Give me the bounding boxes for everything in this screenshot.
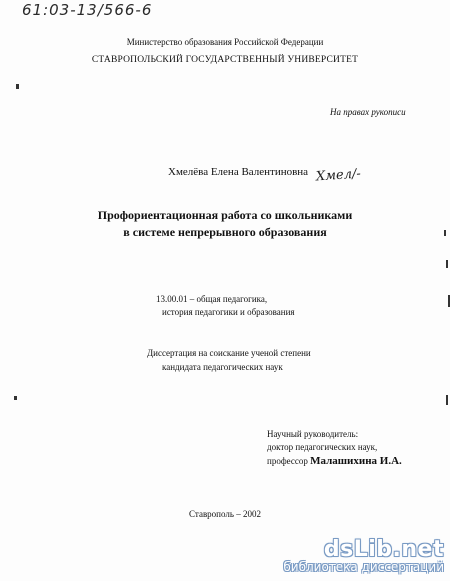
scan-mark — [16, 84, 19, 89]
watermark-logo: dsLib.net — [323, 537, 444, 562]
dissertation-line-1: Диссертация на соискание ученой степени — [147, 348, 311, 358]
author-name: Хмелёва Елена Валентиновна — [168, 166, 309, 178]
watermark-subtitle: библиотека диссертаций — [283, 560, 444, 574]
author-signature: Хмел/- — [315, 166, 362, 185]
supervisor-title-name — [267, 455, 402, 467]
specialty-line-2: история педагогики и образования — [162, 307, 295, 317]
supervisor-title: профессор — [267, 456, 308, 466]
university-line: СТАВРОПОЛЬСКИЙ ГОСУДАРСТВЕННЫЙ УНИВЕРСИТЕТ — [91, 55, 359, 65]
supervisor-degree: доктор педагогических наук, — [267, 442, 378, 452]
supervisor-label: Научный руководитель: — [267, 429, 359, 439]
archive-stamp: 61:03-13/566-6 — [22, 1, 153, 19]
ministry-line: Министерство образования Российской Федерации — [126, 37, 324, 47]
supervisor-name: Малашихина И.А. — [310, 455, 402, 467]
dissertation-line-2: кандидата педагогических наук — [162, 362, 283, 372]
scan-mark — [446, 395, 448, 405]
manuscript-rights: На правах рукописи — [330, 107, 406, 117]
watermark — [283, 537, 444, 574]
place-year: Ставрополь – 2002 — [189, 509, 261, 519]
scan-mark — [446, 260, 448, 268]
thesis-title-line-2: в системе непрерывного образования — [123, 225, 327, 239]
thesis-title-line-1: Профориентационная работа со школьниками — [97, 208, 353, 222]
scan-mark — [444, 230, 446, 236]
specialty-line-1: 13.00.01 – общая педагогика, — [156, 294, 268, 304]
scan-mark — [14, 396, 17, 400]
